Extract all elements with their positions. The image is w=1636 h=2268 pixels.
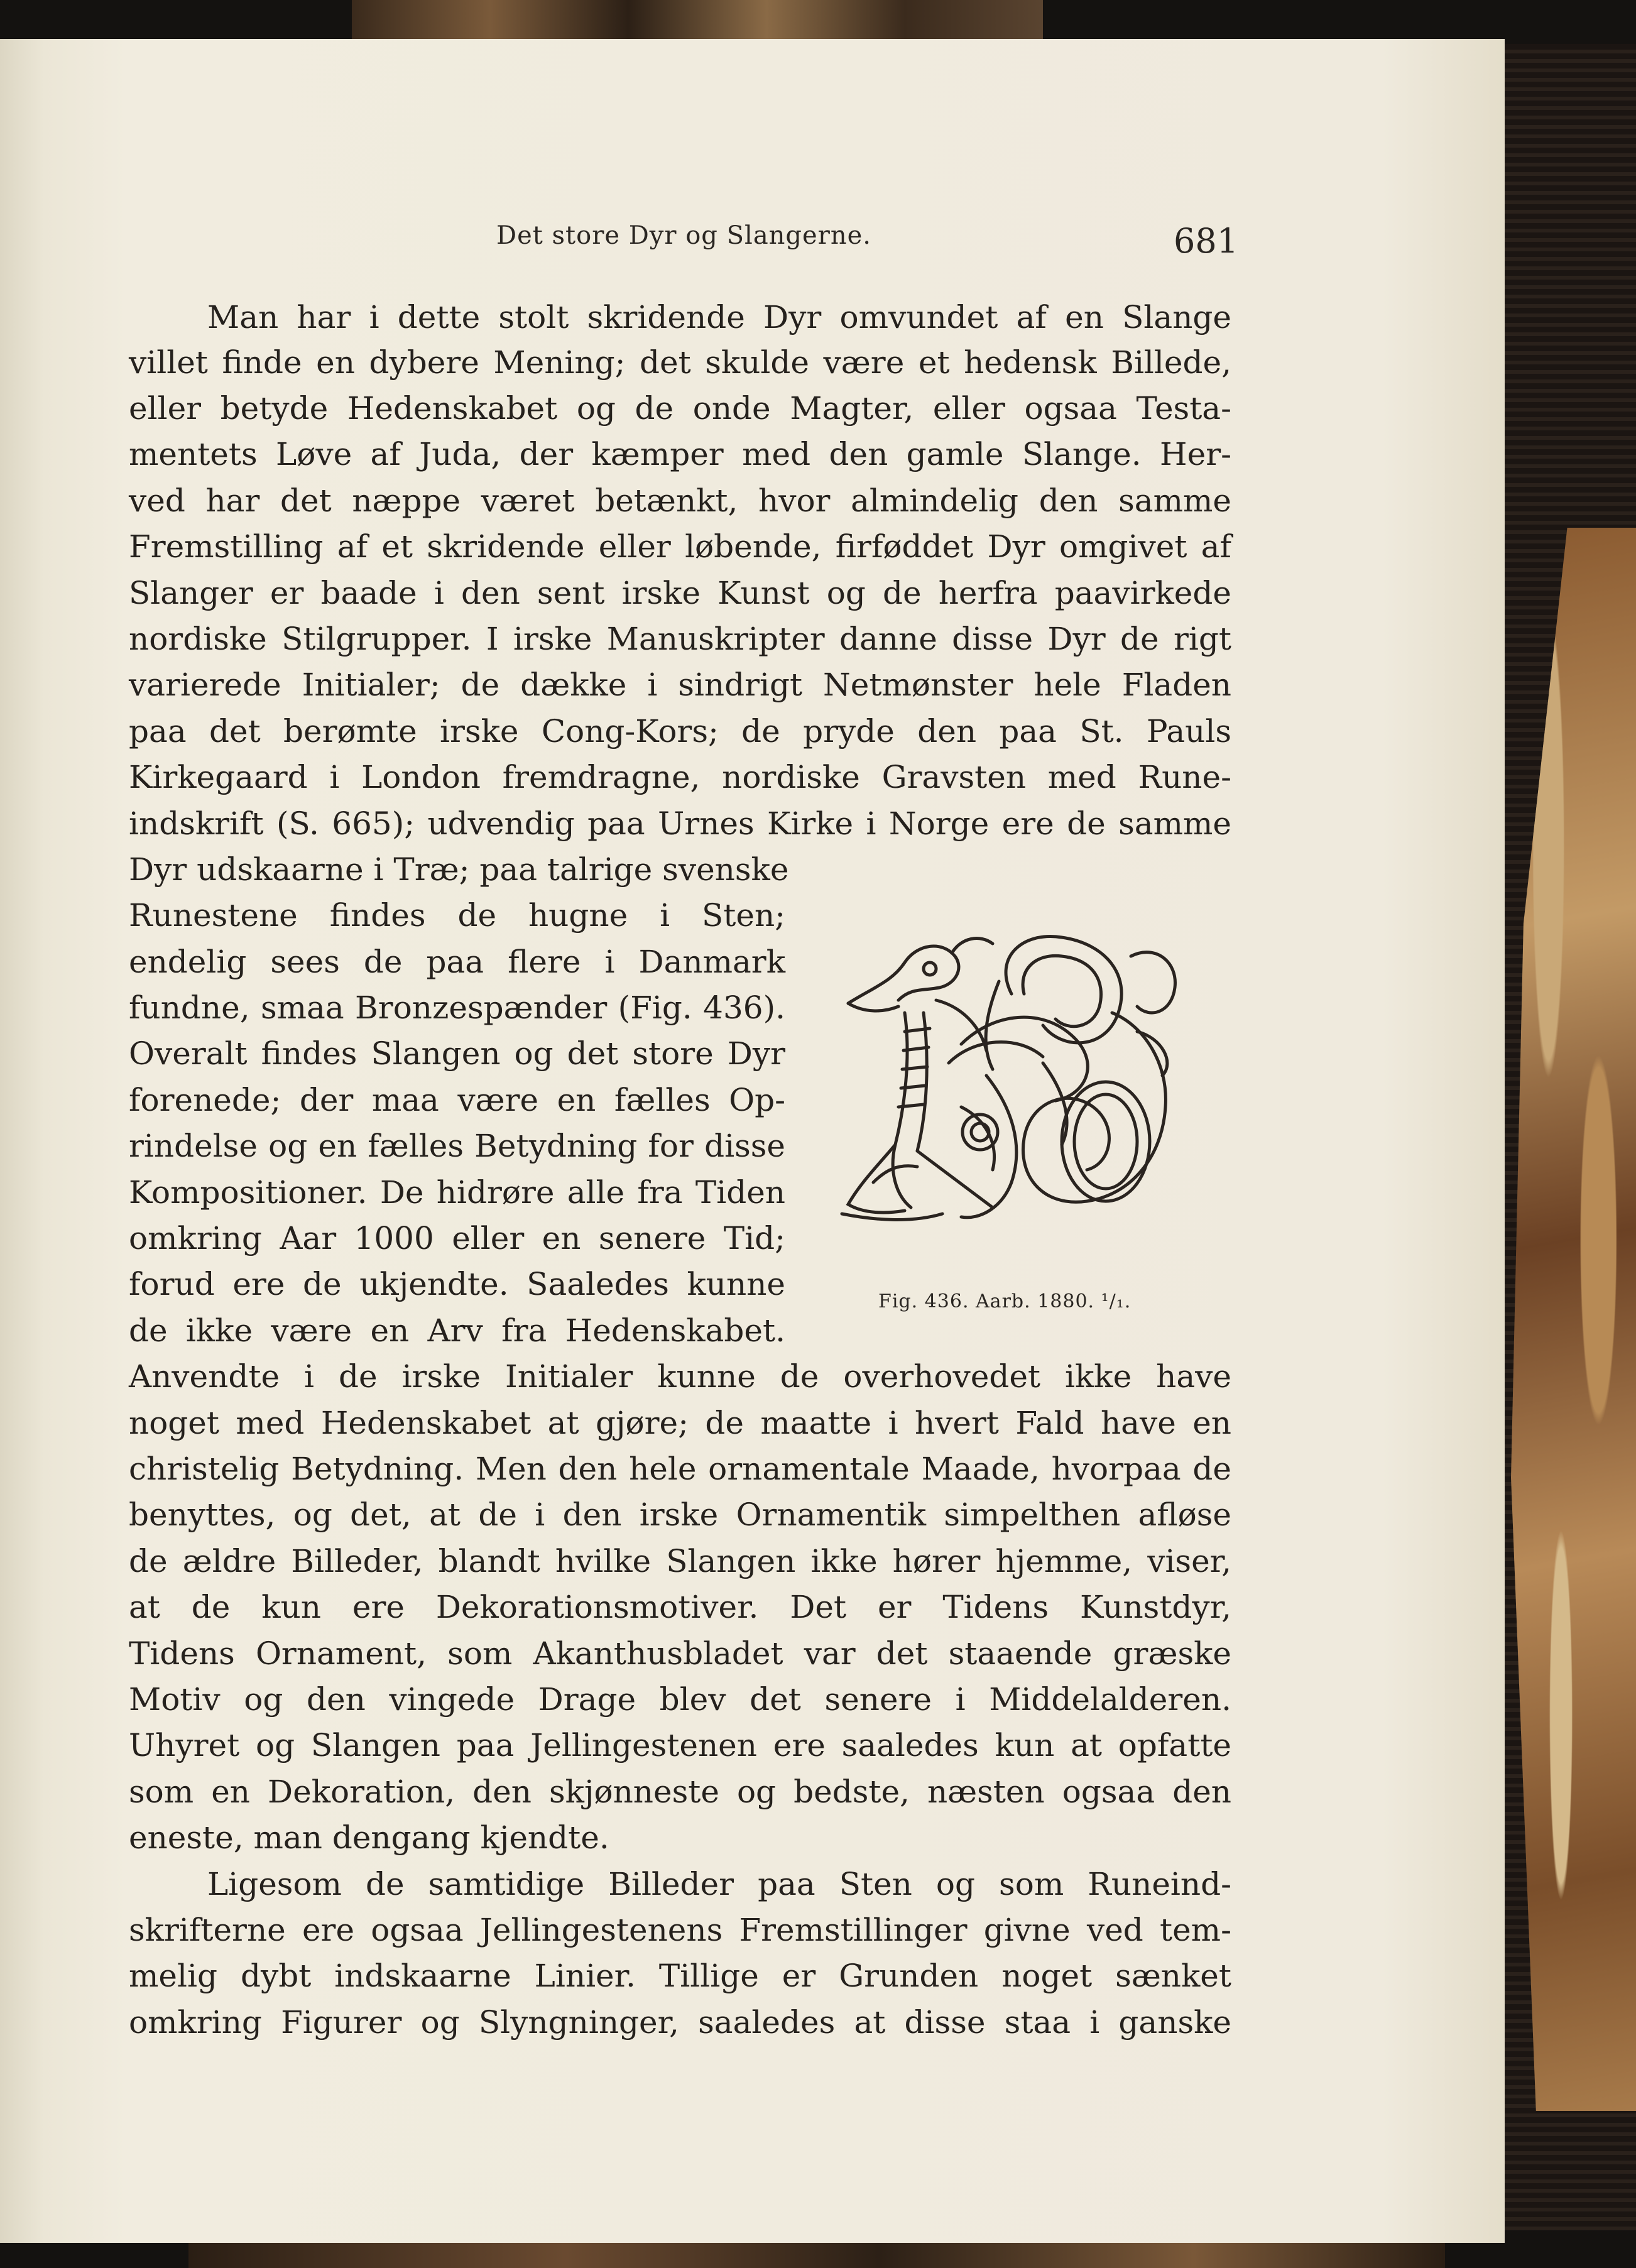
- text-line: villet finde en dybere Mening; det skulde være et hedensk Billede,: [129, 344, 1231, 381]
- binding-edge-top: [352, 0, 1043, 39]
- text-line: rindelse og en fælles Betydning for disse: [129, 1128, 785, 1164]
- text-line: ved har det næppe været betænkt, hvor almindelig den samme: [129, 482, 1231, 519]
- text-line: skrifterne ere ogsaa Jellingestenens Fremstillinger givne ved tem-: [129, 1912, 1231, 1948]
- text-line: mentets Løve af Juda, der kæmper med den gamle Slange. Her-: [129, 436, 1231, 472]
- bronze-brooch-figure: [836, 919, 1200, 1258]
- running-title: Det store Dyr og Slangerne.: [496, 221, 871, 250]
- text-line: de ældre Billeder, blandt hvilke Slangen ikke hører hjemme, viser,: [129, 1543, 1231, 1579]
- text-line: endelig sees de paa flere i Danmark: [129, 944, 785, 980]
- text-line: de ikke være en Arv fra Hedenskabet.: [129, 1312, 785, 1349]
- text-line: nordiske Stilgrupper. I irske Manuskripter danne disse Dyr de rigt: [129, 621, 1231, 657]
- text-line: paa det berømte irske Cong-Kors; de pryde den paa St. Pauls: [129, 713, 1231, 750]
- text-line: Man har i dette stolt skridende Dyr omvundet af en Slange: [207, 299, 1231, 335]
- page-number: 681: [1174, 221, 1239, 261]
- text-line: Motiv og den vingede Drage blev det senere i Middelalderen.: [129, 1681, 1231, 1718]
- text-line: eneste, man dengang kjendte.: [129, 1819, 609, 1856]
- book-page: [0, 39, 1505, 2243]
- text-line: Overalt findes Slangen og det store Dyr: [129, 1035, 785, 1072]
- text-line: Runestene findes de hugne i Sten;: [129, 897, 785, 934]
- text-line: som en Dekoration, den skjønneste og bedste, næsten ogsaa den: [129, 1774, 1231, 1810]
- text-line: Kirkegaard i London fremdragne, nordiske Gravsten med Rune-: [129, 759, 1231, 795]
- text-line: melig dybt indskaarne Linier. Tillige er Grunden noget sænket: [129, 1958, 1231, 1994]
- text-line: forud ere de ukjendte. Saaledes kunne: [129, 1266, 785, 1302]
- text-line: indskrift (S. 665); udvendig paa Urnes Kirke i Norge ere de samme: [129, 805, 1231, 842]
- text-line: Anvendte i de irske Initialer kunne de overhovedet ikke have: [129, 1358, 1231, 1395]
- text-line: at de kun ere Dekorationsmotiver. Det er Tidens Kunstdyr,: [129, 1589, 1231, 1625]
- text-line: varierede Initialer; de dække i sindrigt Netmønster hele Fladen: [129, 667, 1231, 703]
- text-line: Fremstilling af et skridende eller løbende, firføddet Dyr omgivet af: [129, 528, 1231, 565]
- text-line: Kompositioner. De hidrøre alle fra Tiden: [129, 1174, 785, 1211]
- text-line: Ligesom de samtidige Billeder paa Sten og som Runeind-: [207, 1866, 1231, 1902]
- binding-edge-bottom: [188, 2243, 1445, 2268]
- text-line: omkring Aar 1000 eller en senere Tid;: [129, 1220, 785, 1257]
- text-line: noget med Hedenskabet at gjøre; de maatte i hvert Fald have en: [129, 1405, 1231, 1441]
- text-line: eller betyde Hedenskabet og de onde Magter, eller ogsaa Testa-: [129, 390, 1231, 427]
- text-line: fundne, smaa Bronzespænder (Fig. 436).: [129, 990, 785, 1026]
- text-line: christelig Betydning. Men den hele ornamentale Maade, hvorpaa de: [129, 1451, 1231, 1487]
- figure-caption: Fig. 436. Aarb. 1880. ¹/₁.: [878, 1290, 1132, 1312]
- text-line: Uhyret og Slangen paa Jellingestenen ere saaledes kun at opfatte: [129, 1727, 1231, 1764]
- text-line: forenede; der maa være en fælles Op-: [129, 1082, 785, 1118]
- text-line: omkring Figurer og Slyngninger, saaledes at disse staa i ganske: [129, 2004, 1231, 2041]
- text-line: Tidens Ornament, som Akanthusbladet var det staaende græske: [129, 1635, 1231, 1672]
- text-line: Dyr udskaarne i Træ; paa talrige svenske: [129, 851, 789, 888]
- text-line: benyttes, og det, at de i den irske Ornamentik simpelthen afløse: [129, 1497, 1231, 1533]
- text-line: Slanger er baade i den sent irske Kunst og de herfra paavirkede: [129, 575, 1231, 611]
